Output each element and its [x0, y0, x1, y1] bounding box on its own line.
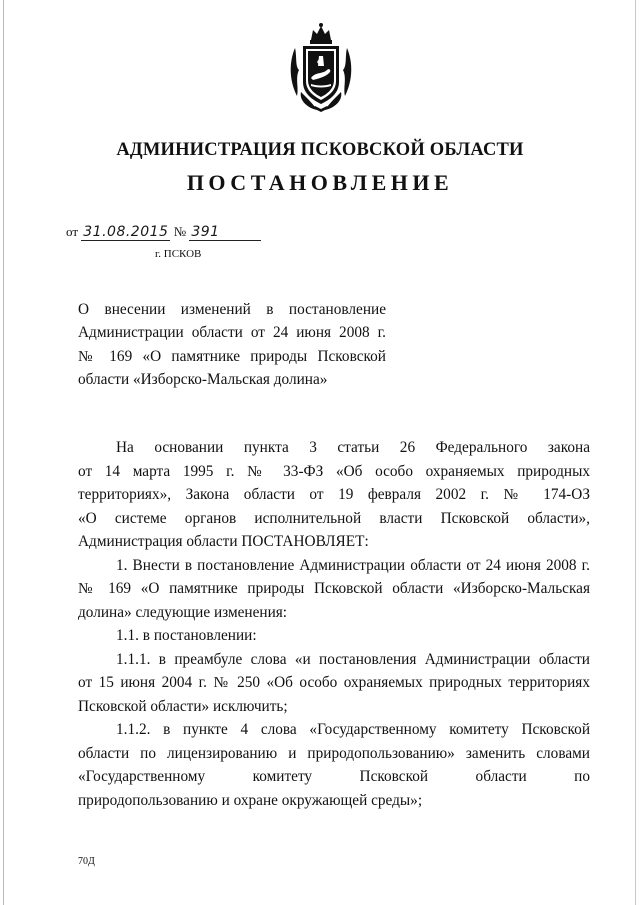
scan-edge-right — [635, 0, 636, 905]
subject-line: О внесении изменений в постановление — [78, 301, 386, 318]
body-line: «Государственному комитету Псковской области по — [78, 768, 590, 785]
subject-line: области «Изборско-Мальская долина» — [78, 371, 328, 389]
document-subject — [78, 298, 386, 392]
date-number-line — [66, 224, 261, 241]
body-line: «О системе органов исполнительной власти Псковской области», — [78, 509, 590, 527]
body-line: 1.1.1. в преамбуле слова «и постановления Администрации области — [116, 650, 590, 668]
body-line: от 14 марта 1995 г. № 33-ФЗ «Об особо охраняемых природных — [78, 462, 590, 480]
subject-line: Администрации области от 24 июня 2008 г. — [78, 324, 386, 342]
organization-title: АДМИНИСТРАЦИЯ ПСКОВСКОЙ ОБЛАСТИ — [116, 140, 524, 160]
date-prefix: от — [66, 224, 79, 239]
coat-of-arms-emblem — [287, 22, 355, 114]
body-line: территориях», Закона области от 19 февраля 2002 г. № 174-ОЗ — [78, 486, 590, 503]
body-line: области по лицензированию и природопользованию» заменить словами — [78, 744, 590, 762]
body-line: 1.1. в постановлении: — [116, 627, 257, 644]
handwritten-date: 31.08.2015 — [83, 224, 169, 240]
subject-line: № 169 «О памятнике природы Псковской — [78, 347, 386, 365]
body-line: № 169 «О памятнике природы Псковской области «Изборско-Мальская — [78, 580, 590, 597]
body-line: от 15 июня 2004 г. № 250 «Об особо охраняемых природных территориях — [78, 674, 590, 691]
scan-edge-left — [3, 0, 4, 905]
body-line: 1. Внести в постановление Администрации области от 24 июня 2008 г. — [116, 556, 590, 574]
handwritten-number: 391 — [189, 224, 261, 241]
number-prefix: № — [173, 224, 187, 239]
document-body — [78, 436, 590, 812]
body-line: природопользованию и охране окружающей среды»; — [78, 791, 423, 809]
body-line: Псковской области» исключить; — [78, 697, 288, 715]
body-line: На основании пункта 3 статьи 26 Федерального закона — [116, 439, 590, 456]
document-type-title: ПОСТАНОВЛЕНИЕ — [186, 170, 454, 195]
city-label: г. ПСКОВ — [155, 248, 202, 260]
body-line: 1.1.2. в пункте 4 слова «Государственному комитету Псковской — [116, 721, 590, 738]
body-line: долина» следующие изменения: — [78, 603, 288, 621]
footer-code: 70Д — [78, 856, 95, 867]
body-line: Администрация области ПОСТАНОВЛЯЕТ: — [78, 533, 369, 550]
